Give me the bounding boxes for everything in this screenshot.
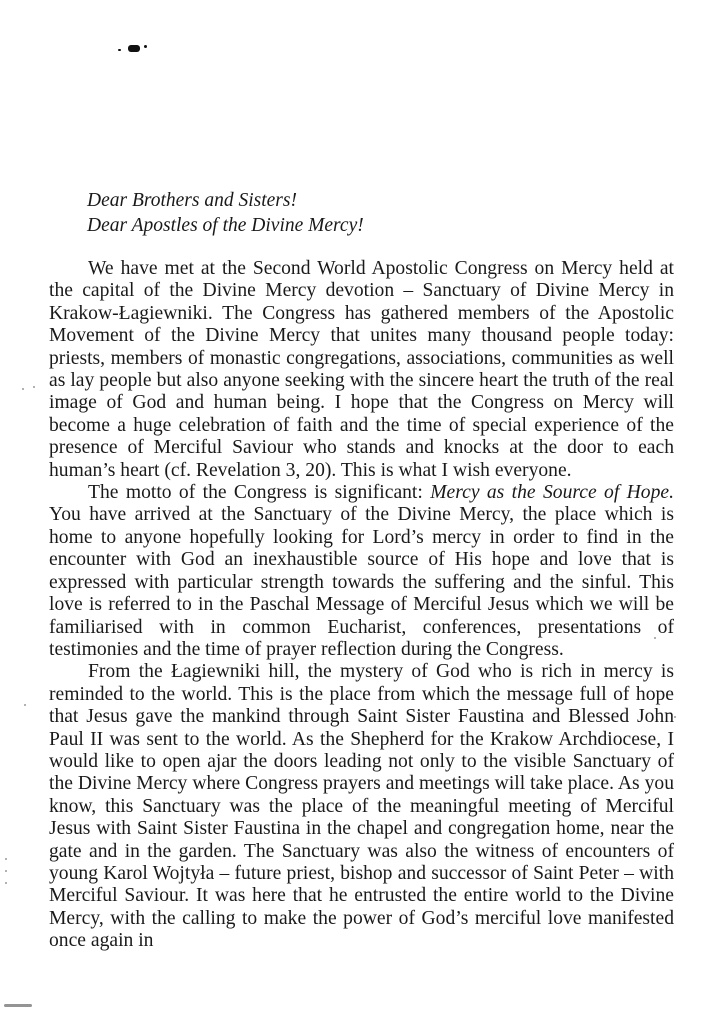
scan-speck [5, 870, 7, 872]
salutation-line-1: Dear Brothers and Sisters! [87, 190, 297, 211]
paragraph-2 [49, 482, 674, 661]
scan-speck [33, 386, 35, 388]
scan-speck [5, 882, 7, 884]
salutation-line-2: Dear Apostles of the Divine Mercy! [87, 215, 364, 236]
paragraph-1: We have met at the Second World Apostolic Congress on Mercy held at the capital of the Divine Mercy devotion – Sanctuary of Divine Mercy in Krakow-Łagiewniki. The Congress has gathered members of the Apostolic Movement of the Divine Mercy that unites many thousand people today: priests, members of monastic congregations, associations, communities as well as lay people but also anyone seeking with the sincere heart the truth of the real image of God and human being. I hope that the Congress on Mercy will become a huge celebration of faith and the time of special experience of the presence of Merciful Saviour who stands and knocks at the door to each human’s heart (cf. Revelation 3, 20). This is what I wish everyone. [49, 258, 674, 481]
paragraph-2-rest: You have arrived at the Sanctuary of the Divine Mercy, the place which is home to anyone hopefully looking for Lord’s mercy in order to find in the encounter with God an inexhaustible source of His hope and love that is expressed with particular strength towards the suffering and the sinful. This love is referred to in the Paschal Message of Merciful Jesus which we will be familiarised with in common Eucharist, conferences, presentations of testimonies and the time of prayer reflection during the Congress. [49, 504, 674, 660]
scan-artifact-bottom [4, 1004, 32, 1007]
scan-speck [674, 716, 676, 718]
paragraph-3: From the Łagiewniki hill, the mystery of God who is rich in mercy is reminded to the world. This is the place from which the message full of hope that Jesus gave the mankind through Saint Sister Faustina and Blessed John Paul II was sent to the world. As the Shepherd for the Krakow Archdiocese, I would like to open ajar the doors leading not only to the visible Sanctuary of the Divine Mercy where Congress prayers and meetings will take place. As you know, this Sanctuary was the place of the meaningful meeting of Merciful Jesus with Saint Sister Faustina in the chapel and congregation home, near the gate and in the garden. The Sanctuary was also the witness of encounters of young Karol Wojtyła – future priest, bishop and successor of Saint Peter – with Merciful Saviour. It was here that he entrusted the entire world to the Divine Mercy, with the calling to make the power of God’s merciful love manifested once again in [49, 661, 674, 952]
scan-speck [24, 704, 26, 706]
scan-speck [5, 858, 7, 860]
scan-speck [22, 388, 24, 390]
scan-artifact-top [118, 44, 164, 54]
congress-motto: Mercy as the Source of Hope. [430, 482, 674, 504]
salutation [87, 188, 364, 238]
letter-body [49, 258, 674, 953]
paragraph-2-intro: The motto of the Congress is significant: [88, 482, 431, 504]
